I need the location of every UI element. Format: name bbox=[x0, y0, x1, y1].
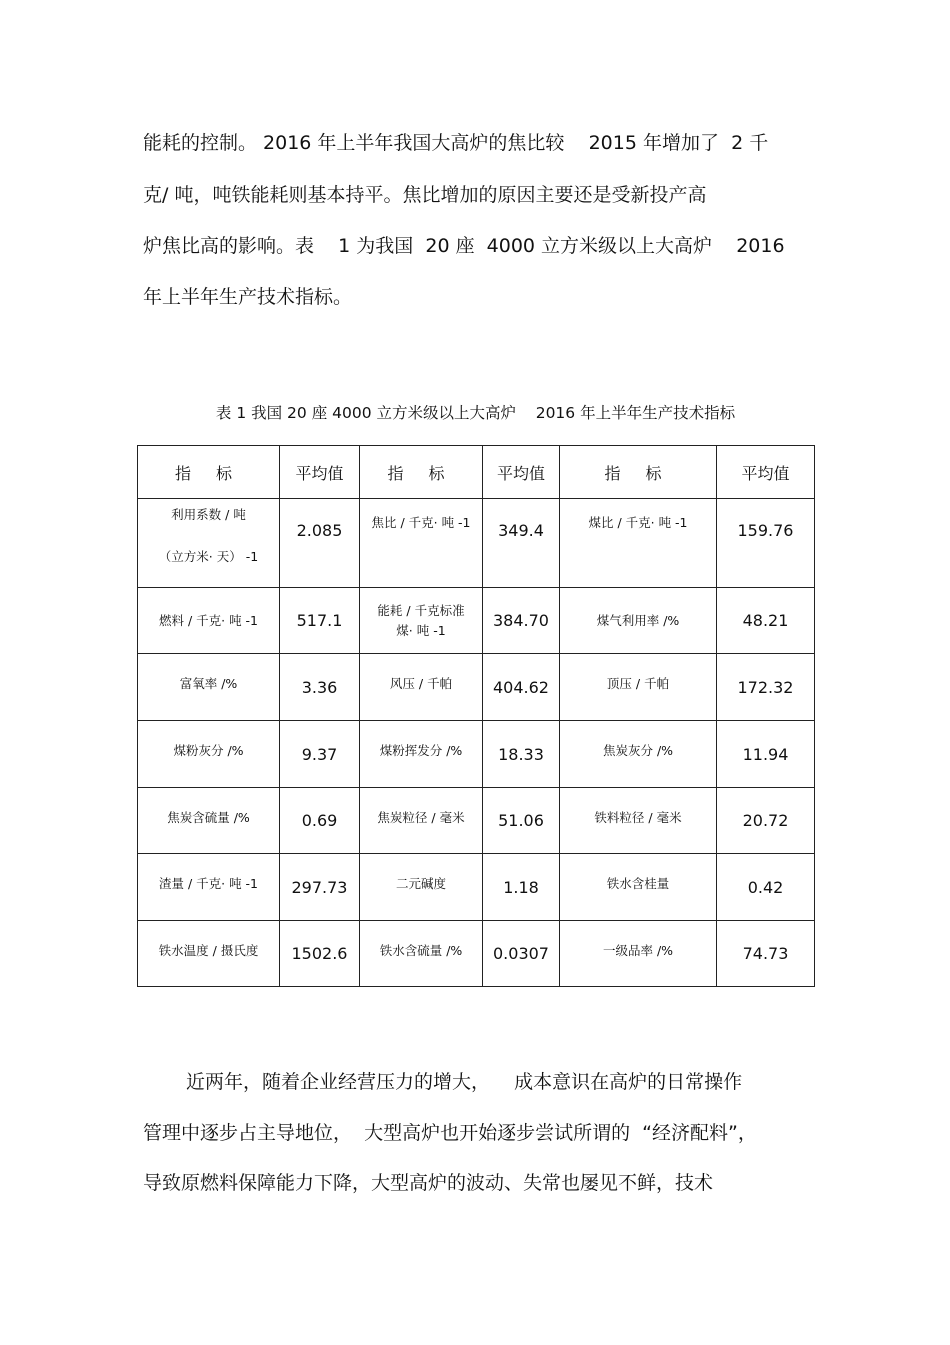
column-header-indicator: 指 标 bbox=[560, 446, 717, 499]
table-row bbox=[138, 921, 815, 987]
column-header-indicator: 指 标 bbox=[138, 446, 280, 499]
indicator-cell: 燃料 / 千克· 吨 -1 bbox=[138, 588, 280, 654]
average-value-cell: 172.32 bbox=[717, 654, 815, 721]
indicator-label: 焦比 / 千克· 吨 -1 bbox=[371, 515, 471, 530]
table-row bbox=[138, 654, 815, 721]
average-value-cell: 2.085 bbox=[280, 499, 360, 588]
table-caption: 表 1 我国 20 座 4000 立方米级以上大高炉 2016 年上半年生产技术指标 bbox=[215, 404, 736, 422]
indicator-cell: 铁水含桂量 bbox=[560, 854, 717, 921]
indicator-cell: 煤粉挥发分 /% bbox=[360, 721, 483, 788]
column-header-average: 平均值 bbox=[717, 446, 815, 499]
indicator-cell: 二元碱度 bbox=[360, 854, 483, 921]
indicator-cell bbox=[360, 499, 483, 588]
indicator-cell: 顶压 / 千帕 bbox=[560, 654, 717, 721]
intro-line-1: 能耗的控制。 2016 年上半年我国大高炉的焦比较 2015 年增加了 2 千 bbox=[143, 132, 769, 154]
indicator-cell bbox=[560, 499, 717, 588]
table-row bbox=[138, 854, 815, 921]
indicator-cell: 铁水温度 / 摄氏度 bbox=[138, 921, 280, 987]
table-row bbox=[138, 788, 815, 854]
average-value-cell: 349.4 bbox=[483, 499, 560, 588]
indicator-cell: 煤粉灰分 /% bbox=[138, 721, 280, 788]
indicator-label-unit: （立方米· 天） -1 bbox=[158, 549, 259, 564]
metrics-table bbox=[137, 445, 815, 987]
average-value-cell: 384.70 bbox=[483, 588, 560, 654]
indicator-cell: 焦炭粒径 / 毫米 bbox=[360, 788, 483, 854]
table-header-row bbox=[138, 446, 815, 499]
table-row bbox=[138, 721, 815, 788]
column-header-indicator: 指 标 bbox=[360, 446, 483, 499]
indicator-label-unit: 煤· 吨 -1 bbox=[396, 622, 446, 638]
indicator-label: 利用系数 / 吨 bbox=[171, 507, 246, 522]
indicator-cell: 风压 / 千帕 bbox=[360, 654, 483, 721]
outro-line-1: 近两年，随着企业经营压力的增大， 成本意识在高炉的日常操作 bbox=[186, 1071, 743, 1093]
average-value-cell: 51.06 bbox=[483, 788, 560, 854]
average-value-cell: 0.42 bbox=[717, 854, 815, 921]
average-value-cell: 0.69 bbox=[280, 788, 360, 854]
indicator-cell: 焦炭含硫量 /% bbox=[138, 788, 280, 854]
intro-line-2: 克/ 吨，吨铁能耗则基本持平。焦比增加的原因主要还是受新投产高 bbox=[143, 184, 707, 206]
average-value-cell: 404.62 bbox=[483, 654, 560, 721]
table-row bbox=[138, 499, 815, 588]
average-value-cell: 1.18 bbox=[483, 854, 560, 921]
column-header-average: 平均值 bbox=[280, 446, 360, 499]
indicator-cell: 铁料粒径 / 毫米 bbox=[560, 788, 717, 854]
average-value-cell: 9.37 bbox=[280, 721, 360, 788]
average-value-cell: 297.73 bbox=[280, 854, 360, 921]
average-value-cell: 0.0307 bbox=[483, 921, 560, 987]
intro-line-3: 炉焦比高的影响。表 1 为我国 20 座 4000 立方米级以上大高炉 2016 bbox=[143, 235, 785, 257]
column-header-average: 平均值 bbox=[483, 446, 560, 499]
outro-line-3: 导致原燃料保障能力下降，大型高炉的波动、失常也屡见不鲜，技术 bbox=[143, 1172, 714, 1194]
indicator-cell bbox=[360, 588, 483, 654]
indicator-cell: 一级品率 /% bbox=[560, 921, 717, 987]
indicator-cell: 煤气利用率 /% bbox=[560, 588, 717, 654]
average-value-cell: 18.33 bbox=[483, 721, 560, 788]
average-value-cell: 74.73 bbox=[717, 921, 815, 987]
average-value-cell: 11.94 bbox=[717, 721, 815, 788]
indicator-label: 煤比 / 千克· 吨 -1 bbox=[588, 515, 688, 530]
indicator-cell: 渣量 / 千克· 吨 -1 bbox=[138, 854, 280, 921]
indicator-cell: 铁水含硫量 /% bbox=[360, 921, 483, 987]
indicator-cell: 焦炭灰分 /% bbox=[560, 721, 717, 788]
average-value-cell: 517.1 bbox=[280, 588, 360, 654]
average-value-cell: 1502.6 bbox=[280, 921, 360, 987]
indicator-cell bbox=[138, 499, 280, 588]
average-value-cell: 48.21 bbox=[717, 588, 815, 654]
intro-line-4: 年上半年生产技术指标。 bbox=[143, 286, 353, 308]
average-value-cell: 20.72 bbox=[717, 788, 815, 854]
indicator-label: 能耗 / 千克标准 bbox=[377, 602, 465, 618]
average-value-cell: 3.36 bbox=[280, 654, 360, 721]
outro-line-2: 管理中逐步占主导地位， 大型高炉也开始逐步尝试所谓的 “经济配料”， bbox=[143, 1122, 757, 1144]
average-value-cell: 159.76 bbox=[717, 499, 815, 588]
table-row bbox=[138, 588, 815, 654]
indicator-cell: 富氧率 /% bbox=[138, 654, 280, 721]
